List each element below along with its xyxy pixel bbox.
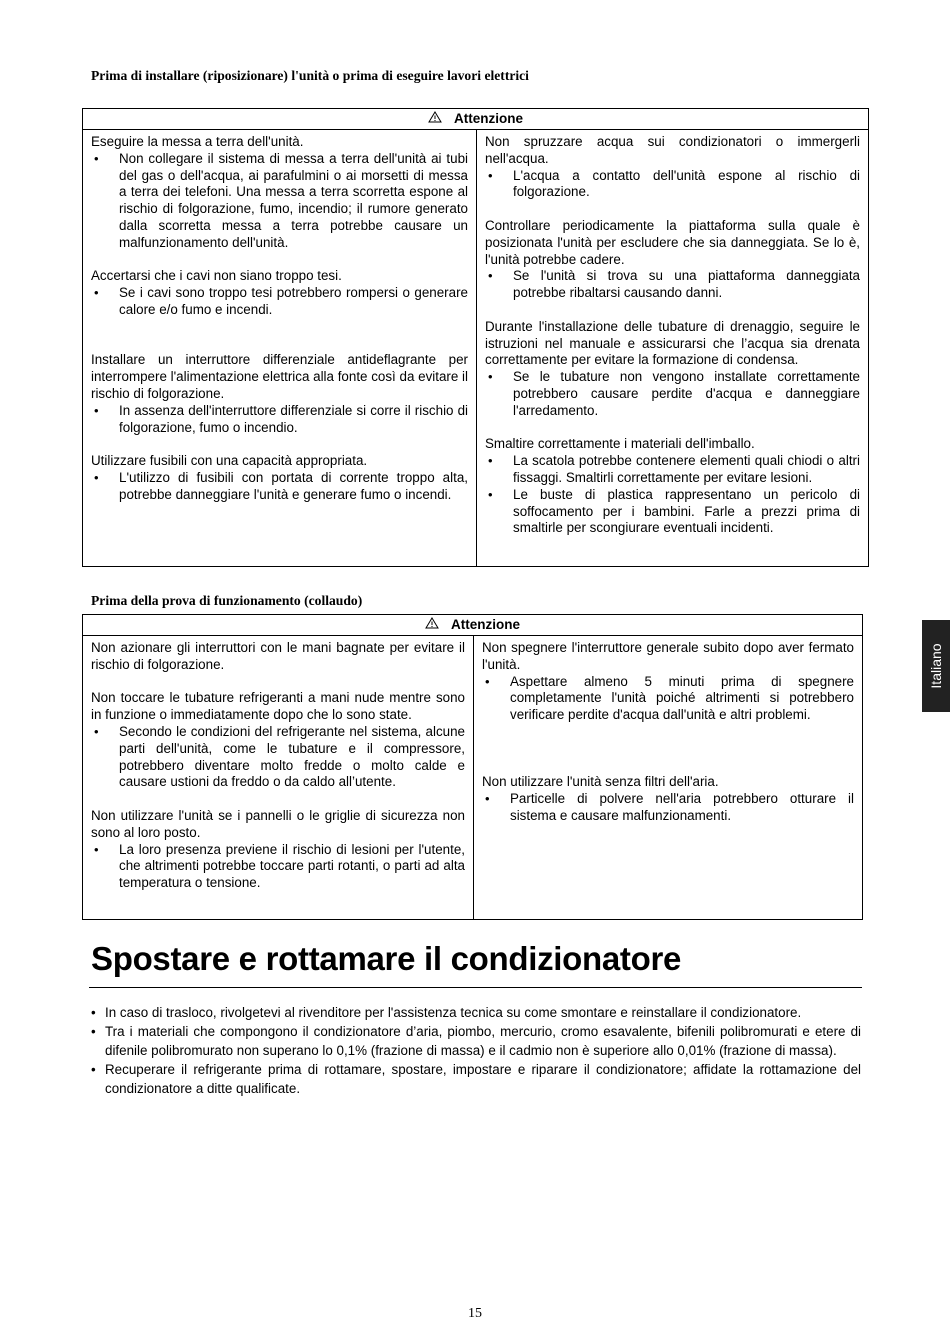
instruction-bullet: • Non collegare il sistema di messa a terra dell'unità ai tubi del gas o dell'acqua, ai parafulmini o ai morsetti di messa a terra dei telefoni. Una messa a terra scorretta espone al rischio di folgorazione, fumo, incendio; il rumore generato dalla scorretta messa a terra potrebbe causare un malfunzionamento dell'unità. [91, 151, 468, 252]
moving-scrapping-list [91, 1003, 861, 1098]
instruction-bullet: • Se l'unità si trova su una piattaforma danneggiata potrebbe ribaltarsi causando danni. [485, 268, 860, 302]
instruction-bullet: • In assenza dell'interruttore differenziale si corre il rischio di folgorazione, fumo o incendio. [91, 403, 468, 437]
warning-header [83, 109, 868, 130]
warning-column-left [83, 130, 477, 566]
instruction-heading: Eseguire la messa a terra dell'unità. [91, 134, 304, 149]
warning-column-left [83, 636, 474, 919]
list-item: • Recuperare il refrigerante prima di rottamare, spostare, impostare e riparare il condizionatore; affidate la rottamazione del condizionatore a ditte qualificate. [91, 1060, 861, 1098]
warning-column-right [474, 636, 862, 919]
instruction-heading: Non utilizzare l'unità se i pannelli o le griglie di sicurezza non sono al loro posto. [91, 807, 465, 840]
instruction-heading: Smaltire correttamente i materiali dell'imballo. [485, 436, 755, 452]
section-title-installation: Prima di installare (riposizionare) l'unità o prima di eseguire lavori elettrici [91, 68, 529, 83]
page-number: 15 [468, 1306, 482, 1321]
list-item: • In caso di trasloco, rivolgetevi al rivenditore per l'assistenza tecnica su come smontare e reinstallare il condizionatore. [91, 1003, 861, 1022]
instruction-bullet: • La loro presenza previene il rischio di lesioni per l'utente, che altrimenti potrebbe toccare parti rotanti, o parti ad alta temperatura o tensione. [91, 842, 465, 892]
instruction-heading: Non spruzzare acqua sui condizionatori o immergerli nell'acqua. [485, 134, 860, 166]
warning-header [83, 615, 862, 636]
instruction-heading: Installare un interruttore differenziale antideflagrante per interrompere l'alimentazione elettrica alla fonte così da evitare il rischio di folgorazione. [91, 352, 468, 401]
instruction-bullet: • Le buste di plastica rappresentano un pericolo di soffocamento per i bambini. Farle a prezzi prima di smaltirle per scongiurare eventuali incidenti. [485, 487, 860, 537]
instruction-heading: Non utilizzare l'unità senza filtri dell'aria. [482, 774, 719, 790]
instruction-heading: Controllare periodicamente la piattaforma sulla quale è posizionata l'unità per escludere che sia danneggiata. Se lo è, l'unità potrebbe cadere. [485, 217, 860, 267]
instruction-bullet: • L'acqua a contatto dell'unità espone al rischio di folgorazione. [485, 168, 860, 202]
instruction-bullet: • La scatola potrebbe contenere elementi quali chiodi o altri fissaggi. Smaltirli correttamente per evitare lesioni. [485, 453, 860, 487]
instruction-heading: Non spegnere l'interruttore generale subito dopo aver fermato l'unità. [482, 640, 854, 672]
page-title: Spostare e rottamare il condizionatore [91, 940, 682, 977]
instruction-bullet: • Aspettare almeno 5 minuti prima di spegnere completamente l'unità poiché altrimenti si potrebbero verificare perdite d'acqua dall'unità e altri problemi. [482, 674, 854, 724]
section-title-test-run: Prima della prova di funzionamento (collaudo) [91, 593, 363, 608]
instruction-bullet: • L'utilizzo di fusibili con portata di corrente troppo alta, potrebbe danneggiare l'unità e generare fumo o incendi. [91, 470, 468, 504]
instruction-heading: Durante l'installazione delle tubature di drenaggio, seguire le istruzioni nel manuale e assicurarsi che l’acqua sia drenata correttamente per evitare la formazione di condensa. [485, 318, 860, 368]
list-item: • Tra i materiali che compongono il condizionatore d’aria, piombo, mercurio, cromo esavalente, bifenili polibromurati e etere di difenile polibromurato non superano lo 0,1% (frazione di massa) e il cadmio non è superiore allo 0,01% (frazione di massa). [91, 1022, 861, 1060]
warning-triangle-icon [425, 615, 439, 635]
instruction-heading: Accertarsi che i cavi non siano troppo tesi. [91, 268, 342, 284]
warning-box-test-run [82, 614, 863, 920]
instruction-heading: Non azionare gli interruttori con le mani bagnate per evitare il rischio di folgorazione. [91, 640, 465, 672]
instruction-bullet: • Se le tubature non vengono installate correttamente potrebbero causare perdite d'acqua e danneggiare l'arredamento. [485, 369, 860, 419]
instruction-heading: Utilizzare fusibili con una capacità appropriata. [91, 453, 368, 469]
instruction-bullet: • Secondo le condizioni del refrigerante nel sistema, alcune parti dell'unità, come le tubature e il compressore, potrebbero diventare molto fredde o molto calde e causare ustioni da freddo o da caldo all’utente. [91, 724, 465, 791]
instruction-heading: Non toccare le tubature refrigeranti a mani nude mentre sono in funzione o immediatamente dopo che lo sono state. [91, 690, 465, 723]
instruction-bullet: • Particelle di polvere nell'aria potrebbero otturare il sistema e causare malfunzionamenti. [482, 791, 854, 825]
instruction-bullet: • Se i cavi sono troppo tesi potrebbero rompersi o generare calore e/o fumo e incendi. [91, 285, 468, 319]
warning-label: Attenzione [454, 111, 523, 126]
language-tab-label: Italiano [928, 643, 944, 689]
warning-label: Attenzione [451, 617, 520, 632]
title-divider [89, 987, 862, 988]
warning-triangle-icon [428, 109, 442, 129]
warning-box-installation [82, 108, 869, 567]
language-tab [922, 620, 950, 712]
warning-column-right [477, 130, 868, 566]
